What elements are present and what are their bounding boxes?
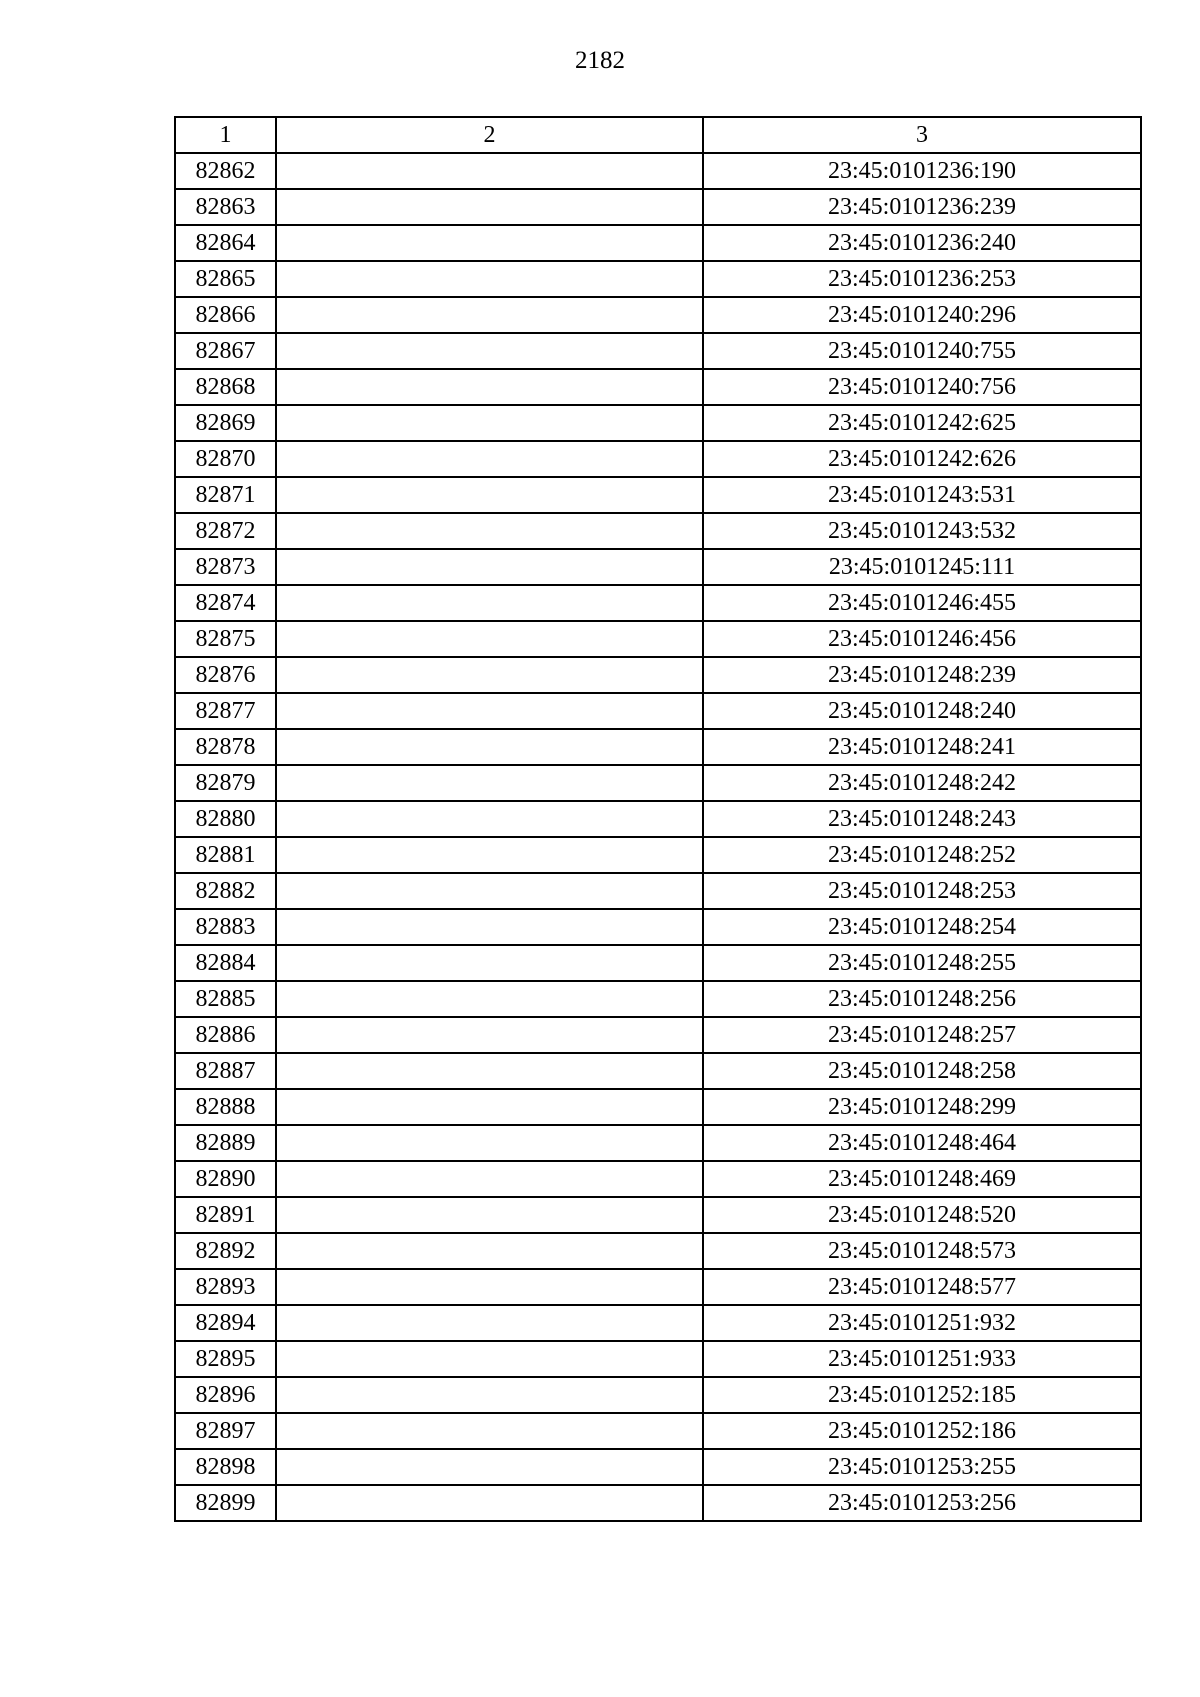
- row-number-cell: 82866: [175, 297, 276, 333]
- column-2-cell: [276, 405, 703, 441]
- column-2-cell: [276, 657, 703, 693]
- column-2-cell: [276, 585, 703, 621]
- cadastral-number-cell: 23:45:0101248:577: [703, 1269, 1141, 1305]
- column-2-cell: [276, 441, 703, 477]
- column-2-cell: [276, 729, 703, 765]
- column-2-cell: [276, 513, 703, 549]
- row-number-cell: 82874: [175, 585, 276, 621]
- cadastral-number-cell: 23:45:0101248:257: [703, 1017, 1141, 1053]
- column-2-cell: [276, 1161, 703, 1197]
- cadastral-table: [174, 116, 1142, 1522]
- row-number-cell: 82876: [175, 657, 276, 693]
- table-row: [175, 909, 1141, 945]
- table-row: [175, 261, 1141, 297]
- table-row: [175, 1377, 1141, 1413]
- cadastral-number-cell: 23:45:0101245:111: [703, 549, 1141, 585]
- row-number-cell: 82870: [175, 441, 276, 477]
- cadastral-number-cell: 23:45:0101240:755: [703, 333, 1141, 369]
- cadastral-number-cell: 23:45:0101242:626: [703, 441, 1141, 477]
- table-row: [175, 549, 1141, 585]
- table-row: [175, 657, 1141, 693]
- column-2-cell: [276, 981, 703, 1017]
- table-row: [175, 405, 1141, 441]
- cadastral-number-cell: 23:45:0101251:932: [703, 1305, 1141, 1341]
- cadastral-number-cell: 23:45:0101248:520: [703, 1197, 1141, 1233]
- table-row: [175, 1485, 1141, 1521]
- row-number-cell: 82880: [175, 801, 276, 837]
- row-number-cell: 82895: [175, 1341, 276, 1377]
- row-number-cell: 82862: [175, 153, 276, 189]
- table-row: [175, 513, 1141, 549]
- column-2-cell: [276, 369, 703, 405]
- row-number-cell: 82881: [175, 837, 276, 873]
- row-number-cell: 82892: [175, 1233, 276, 1269]
- table-row: [175, 1125, 1141, 1161]
- cadastral-number-cell: 23:45:0101248:256: [703, 981, 1141, 1017]
- cadastral-number-cell: 23:45:0101236:253: [703, 261, 1141, 297]
- cadastral-number-cell: 23:45:0101248:255: [703, 945, 1141, 981]
- column-2-cell: [276, 1053, 703, 1089]
- table-header-row: [175, 117, 1141, 153]
- row-number-cell: 82869: [175, 405, 276, 441]
- cadastral-number-cell: 23:45:0101248:239: [703, 657, 1141, 693]
- page-number: 2182: [575, 47, 625, 74]
- column-2-cell: [276, 765, 703, 801]
- table-row: [175, 333, 1141, 369]
- table-row: [175, 225, 1141, 261]
- column-2-cell: [276, 1377, 703, 1413]
- cadastral-number-cell: 23:45:0101248:299: [703, 1089, 1141, 1125]
- table-row: [175, 189, 1141, 225]
- column-2-cell: [276, 909, 703, 945]
- column-2-cell: [276, 225, 703, 261]
- column-2-cell: [276, 1125, 703, 1161]
- cadastral-number-cell: 23:45:0101253:255: [703, 1449, 1141, 1485]
- cadastral-number-cell: 23:45:0101243:531: [703, 477, 1141, 513]
- table-row: [175, 1161, 1141, 1197]
- table-row: [175, 297, 1141, 333]
- column-header-1: 1: [175, 117, 276, 153]
- cadastral-number-cell: 23:45:0101243:532: [703, 513, 1141, 549]
- column-2-cell: [276, 549, 703, 585]
- row-number-cell: 82878: [175, 729, 276, 765]
- row-number-cell: 82891: [175, 1197, 276, 1233]
- cadastral-number-cell: 23:45:0101248:464: [703, 1125, 1141, 1161]
- row-number-cell: 82864: [175, 225, 276, 261]
- table-row: [175, 945, 1141, 981]
- table-row: [175, 729, 1141, 765]
- column-2-cell: [276, 1017, 703, 1053]
- column-2-cell: [276, 1413, 703, 1449]
- cadastral-number-cell: 23:45:0101248:573: [703, 1233, 1141, 1269]
- row-number-cell: 82875: [175, 621, 276, 657]
- table-row: [175, 1449, 1141, 1485]
- column-header-2: 2: [276, 117, 703, 153]
- cadastral-number-cell: 23:45:0101248:252: [703, 837, 1141, 873]
- column-2-cell: [276, 873, 703, 909]
- row-number-cell: 82879: [175, 765, 276, 801]
- column-2-cell: [276, 261, 703, 297]
- column-2-cell: [276, 297, 703, 333]
- table-row: [175, 1413, 1141, 1449]
- cadastral-number-cell: 23:45:0101248:241: [703, 729, 1141, 765]
- table-row: [175, 765, 1141, 801]
- row-number-cell: 82877: [175, 693, 276, 729]
- table-row: [175, 873, 1141, 909]
- table-row: [175, 801, 1141, 837]
- cadastral-number-cell: 23:45:0101236:239: [703, 189, 1141, 225]
- table-row: [175, 1305, 1141, 1341]
- row-number-cell: 82872: [175, 513, 276, 549]
- row-number-cell: 82893: [175, 1269, 276, 1305]
- column-2-cell: [276, 1269, 703, 1305]
- column-2-cell: [276, 477, 703, 513]
- cadastral-number-cell: 23:45:0101242:625: [703, 405, 1141, 441]
- column-2-cell: [276, 1197, 703, 1233]
- table-row: [175, 1197, 1141, 1233]
- row-number-cell: 82896: [175, 1377, 276, 1413]
- table-row: [175, 1233, 1141, 1269]
- cadastral-number-cell: 23:45:0101248:254: [703, 909, 1141, 945]
- row-number-cell: 82887: [175, 1053, 276, 1089]
- table-row: [175, 153, 1141, 189]
- cadastral-number-cell: 23:45:0101248:242: [703, 765, 1141, 801]
- row-number-cell: 82882: [175, 873, 276, 909]
- column-2-cell: [276, 945, 703, 981]
- column-2-cell: [276, 1089, 703, 1125]
- table-row: [175, 1269, 1141, 1305]
- cadastral-number-cell: 23:45:0101246:455: [703, 585, 1141, 621]
- column-2-cell: [276, 837, 703, 873]
- column-2-cell: [276, 801, 703, 837]
- column-2-cell: [276, 621, 703, 657]
- row-number-cell: 82884: [175, 945, 276, 981]
- cadastral-number-cell: 23:45:0101246:456: [703, 621, 1141, 657]
- column-2-cell: [276, 153, 703, 189]
- row-number-cell: 82894: [175, 1305, 276, 1341]
- column-2-cell: [276, 1233, 703, 1269]
- cadastral-number-cell: 23:45:0101252:186: [703, 1413, 1141, 1449]
- row-number-cell: 82873: [175, 549, 276, 585]
- table-row: [175, 585, 1141, 621]
- row-number-cell: 82865: [175, 261, 276, 297]
- row-number-cell: 82863: [175, 189, 276, 225]
- column-2-cell: [276, 693, 703, 729]
- table-row: [175, 837, 1141, 873]
- row-number-cell: 82868: [175, 369, 276, 405]
- table-body: [175, 153, 1141, 1521]
- row-number-cell: 82889: [175, 1125, 276, 1161]
- table-row: [175, 1089, 1141, 1125]
- table-row: [175, 369, 1141, 405]
- table-row: [175, 1017, 1141, 1053]
- table-row: [175, 441, 1141, 477]
- column-2-cell: [276, 1305, 703, 1341]
- row-number-cell: 82885: [175, 981, 276, 1017]
- cadastral-number-cell: 23:45:0101248:240: [703, 693, 1141, 729]
- cadastral-number-cell: 23:45:0101248:469: [703, 1161, 1141, 1197]
- cadastral-number-cell: 23:45:0101240:756: [703, 369, 1141, 405]
- cadastral-number-cell: 23:45:0101251:933: [703, 1341, 1141, 1377]
- column-2-cell: [276, 333, 703, 369]
- cadastral-number-cell: 23:45:0101248:258: [703, 1053, 1141, 1089]
- row-number-cell: 82897: [175, 1413, 276, 1449]
- cadastral-number-cell: 23:45:0101248:243: [703, 801, 1141, 837]
- column-header-3: 3: [703, 117, 1141, 153]
- cadastral-number-cell: 23:45:0101248:253: [703, 873, 1141, 909]
- cadastral-number-cell: 23:45:0101252:185: [703, 1377, 1141, 1413]
- table-row: [175, 477, 1141, 513]
- table-row: [175, 621, 1141, 657]
- row-number-cell: 82888: [175, 1089, 276, 1125]
- column-2-cell: [276, 1485, 703, 1521]
- row-number-cell: 82886: [175, 1017, 276, 1053]
- table-row: [175, 1053, 1141, 1089]
- column-2-cell: [276, 189, 703, 225]
- column-2-cell: [276, 1341, 703, 1377]
- row-number-cell: 82898: [175, 1449, 276, 1485]
- cadastral-number-cell: 23:45:0101253:256: [703, 1485, 1141, 1521]
- cadastral-number-cell: 23:45:0101236:240: [703, 225, 1141, 261]
- table-row: [175, 693, 1141, 729]
- column-2-cell: [276, 1449, 703, 1485]
- row-number-cell: 82899: [175, 1485, 276, 1521]
- table-row: [175, 981, 1141, 1017]
- row-number-cell: 82867: [175, 333, 276, 369]
- row-number-cell: 82890: [175, 1161, 276, 1197]
- cadastral-number-cell: 23:45:0101236:190: [703, 153, 1141, 189]
- row-number-cell: 82883: [175, 909, 276, 945]
- cadastral-number-cell: 23:45:0101240:296: [703, 297, 1141, 333]
- table-row: [175, 1341, 1141, 1377]
- row-number-cell: 82871: [175, 477, 276, 513]
